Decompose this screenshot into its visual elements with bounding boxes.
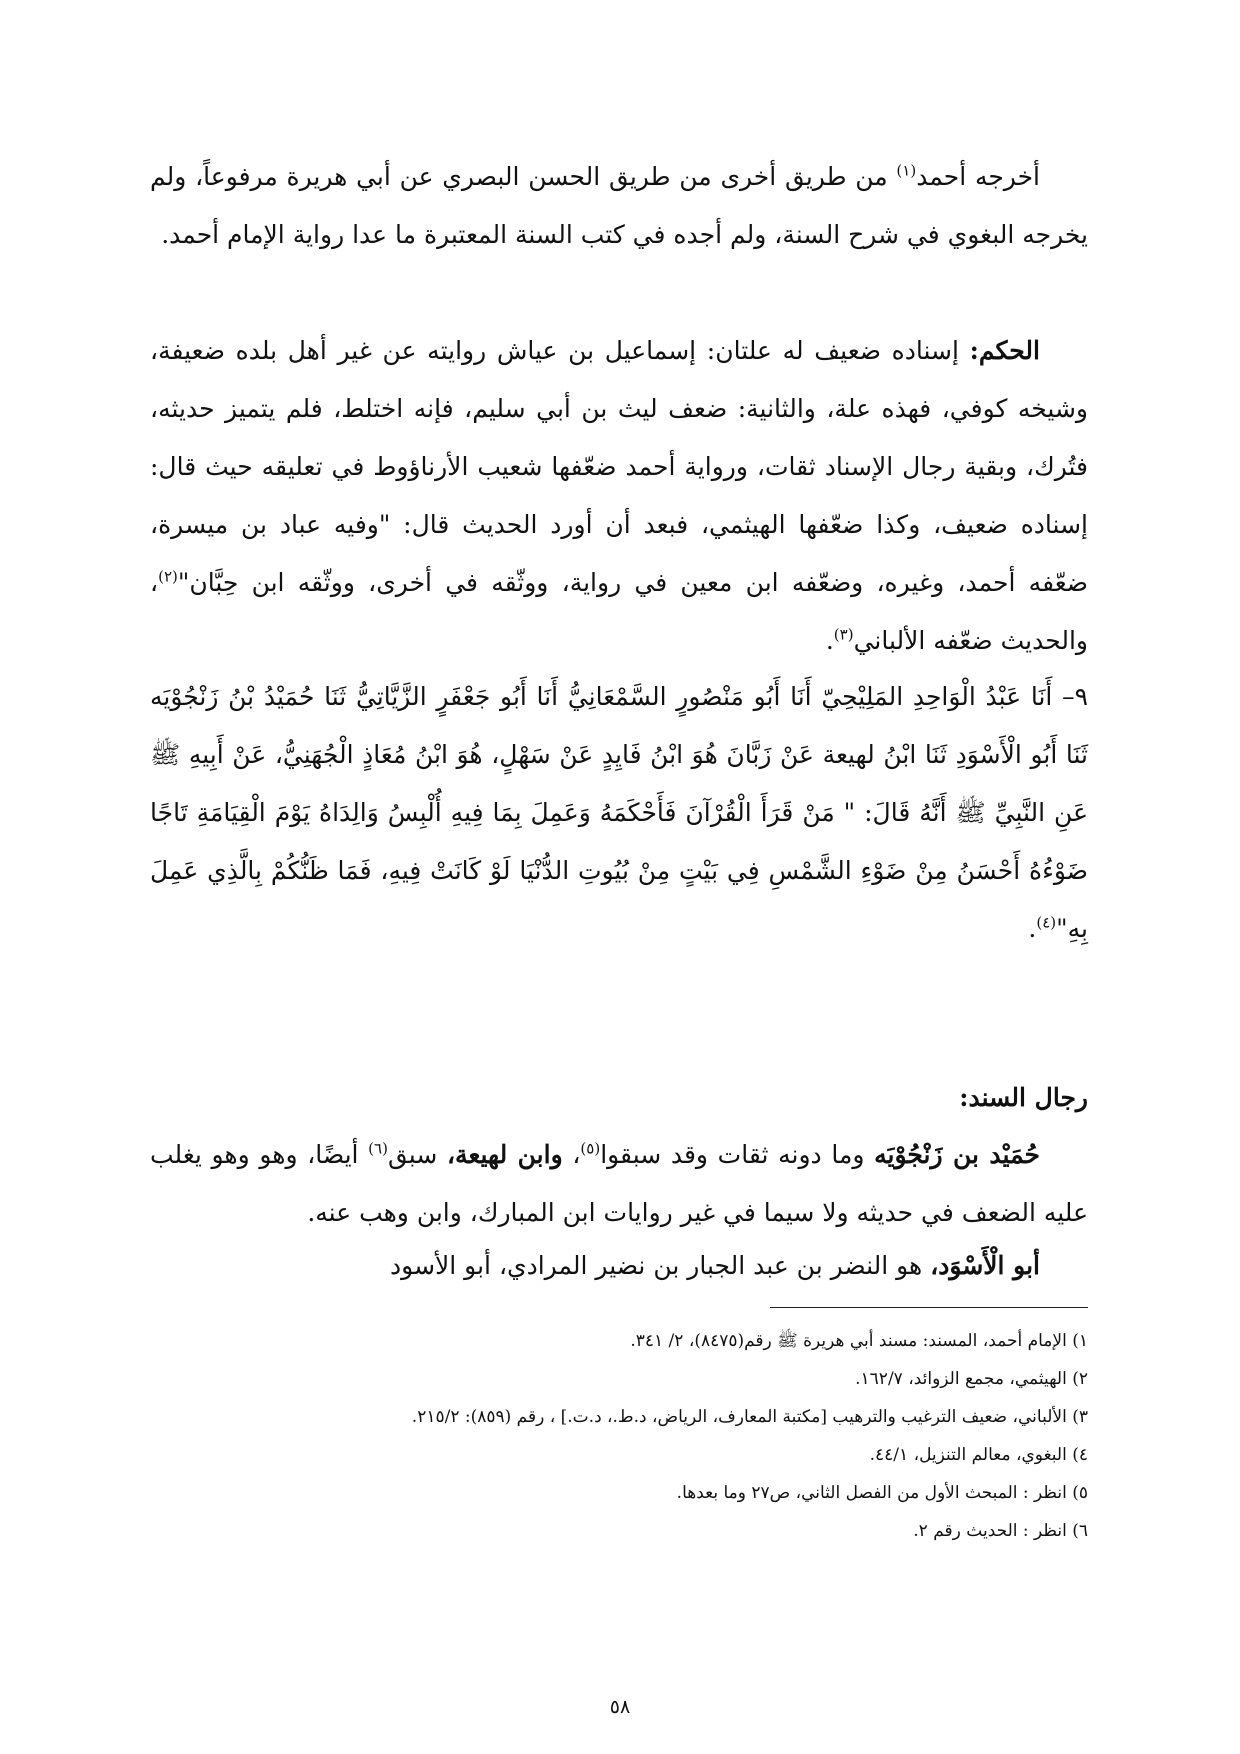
hadith-number: ٩–: [1062, 682, 1088, 711]
footnote-6: ٦) انظر : الحديث رقم ٢.: [913, 1521, 1088, 1541]
footnote-1: ١) الإمام أحمد، المسند: مسند أبي هريرة ﷺ رقم(٨٤٧٥)، ٢/ ٣٤١.: [630, 1331, 1088, 1351]
section-heading-container: [150, 1069, 1088, 1127]
footnote-ref-5[interactable]: (٥): [580, 1139, 601, 1158]
footnote-divider: [770, 1307, 1088, 1308]
paragraph-rijal: [150, 1126, 1088, 1242]
narrator-name: وابن لهيعة،: [446, 1140, 563, 1169]
paragraph-text: ، والحديث ضعّفه الألباني: [150, 568, 1088, 655]
paragraph-takhrij: [150, 148, 1088, 264]
paragraph-text: أخرجه أحمد: [916, 162, 1040, 191]
paragraph-text: .: [825, 626, 834, 655]
hadith-text: أَنَا عَبْدُ الْوَاحِدِ المَلِيْحِيّ أَنَا أَبُو مَنْصُورٍ السَّمْعَانِيُّ أَنَا أَبُو جَعْفَرٍ الزَّيَّاتِيُّ ثَنَا حُمَيْدُ بْنُ زَنْجُوْيَه ثَنَا أَبُو الْأَسْوَدِ ثَنَا ابْنُ لهيعة عَنْ زَبَّانَ هُوَ ابْنُ فَايِدٍ عَنْ سَهْلٍ، هُوَ ابْنُ مُعَاذٍ الْجُهَنِيُّ، عَنْ أَبِيهِ ﷺ عَنِ النَّبِيِّ ﷺ أَنَّهُ قَالَ: " مَنْ قَرَأَ الْقُرْآنَ فَأَحْكَمَهُ وَعَمِلَ بِمَا فِيهِ أُلْبِسُ وَالِدَاهُ يَوْمَ الْقِيَامَةِ تَاجًا ضَوْءُهُ أَحْسَنُ مِنْ ضَوْءِ الشَّمْسِ فِي بَيْتٍ مِنْ بُيُوتِ الدُّنْيَا لَوْ كَانَتْ فِيهِ، فَمَا ظَنُّكُمْ بِالَّذِي عَمِلَ بِهِ": [150, 682, 1088, 943]
paragraph-text: من طريق أخرى من طريق الحسن البصري عن أبي هريرة مرفوعاً، ولم يخرجه البغوي في شرح السنة، ولم أجده في كتب السنة المعتبرة ما عدا رواية الإمام أحمد.: [150, 162, 1088, 249]
narrator-name: أبو الْأَسْوَد،: [930, 1251, 1040, 1280]
section-heading: رجال السند:: [959, 1083, 1088, 1112]
hadith-text-end: .: [1028, 914, 1037, 943]
footnote-ref-6[interactable]: (٦): [368, 1139, 388, 1158]
page-number: ٥٨: [609, 1696, 631, 1718]
paragraph-abu-aswad: [150, 1237, 1088, 1295]
paragraph-text: وما دونه ثقات وقد سبقوا: [600, 1140, 875, 1169]
footnote-ref-2[interactable]: (٢): [158, 567, 178, 586]
paragraph-text: إسناده ضعيف له علتان: إسماعيل بن عياش روايته عن غير أهل بلده ضعيفة، وشيخه كوفي، فهذه علة، والثانية: ضعف ليث بن أبي سليم، فإنه اختلط، فلم يتميز حديثه، فتُرك، وبقية رجال الإسناد ثقات، ورواية أحمد ضعّفها شعيب الأرناؤوط في تعليقه حيث قال: إسناده ضعيف، وكذا ضعّفها الهيثمي، فبعد أن أورد الحديث قال: "وفيه عباد بن ميسرة، ضعّفه أحمد، وغيره، وضعّفه ابن معين في رواية، ووثّقه في أخرى، ووثّقه ابن حِبَّان": [150, 336, 1088, 597]
footnote-ref-1[interactable]: (١): [896, 161, 917, 180]
footnote-2: ٢) الهيثمي، مجمع الزوائد، ١٦٢/٧.: [855, 1369, 1088, 1389]
paragraph-hukm: [150, 322, 1088, 670]
footnotes: [150, 1322, 1088, 1550]
footnote-ref-4[interactable]: (٤): [1036, 913, 1057, 932]
hadith-block: [150, 668, 1088, 958]
paragraph-text: سبق: [387, 1140, 447, 1169]
narrator-name: حُمَيْد بن زَنْجُوْيَه: [874, 1140, 1040, 1169]
footnote-3: ٣) الألباني، ضعيف الترغيب والترهيب [مكتبة المعارف، الرياض، د.ط.، د.ت.] ، رقم (٨٥٩): ٢١٥/٢.: [411, 1407, 1088, 1427]
footnote-4: ٤) البغوي، معالم التنزيل، ٤٤/١.: [869, 1445, 1088, 1465]
paragraph-text: هو النضر بن عبد الجبار بن نضير المرادي، أبو الأسود: [390, 1251, 931, 1280]
paragraph-text: أيضًا، وهو وهو يغلب عليه الضعف في حديثه ولا سيما في غير روايات ابن المبارك، وابن وهب عنه.: [150, 1140, 1088, 1227]
footnote-5: ٥) انظر : المبحث الأول من الفصل الثاني، ص٢٧ وما بعدها.: [676, 1483, 1088, 1503]
paragraph-text: ،: [562, 1140, 581, 1169]
hukm-label: الحكم:: [969, 336, 1040, 365]
footnote-ref-3[interactable]: (٣): [833, 625, 854, 644]
